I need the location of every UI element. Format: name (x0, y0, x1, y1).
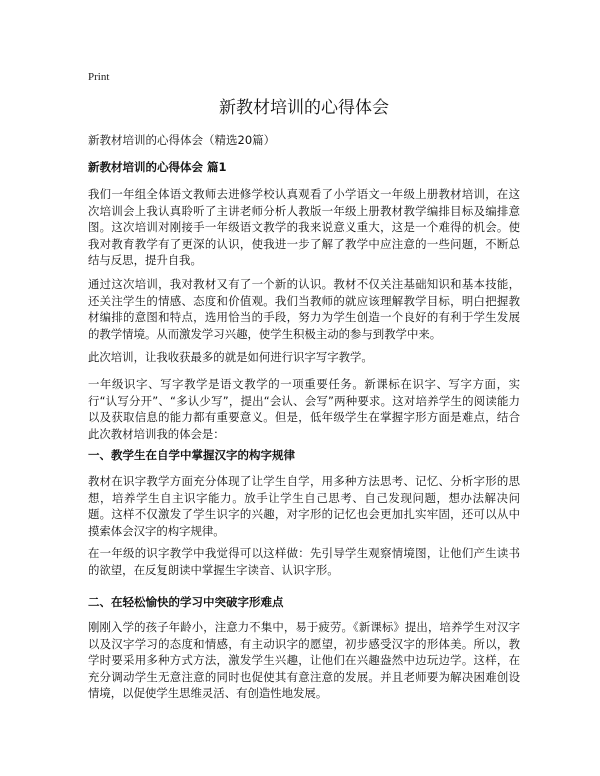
section1-paragraph-1: 教材在识字教学方面充分体现了让学生自学，用多种方法思考、记忆、分析字形的思想，培养学生自主识字能力。放手让学生自己思考、自己发现问题，想办法解决问题。这样不仅激发了学生识字的兴趣，对字形的记忆也会更加扎实牢固，还可以从中摸索体会汉字的构字规律。 (88, 474, 520, 538)
section-heading-2: 二、在轻松愉快的学习中突破字形难点 (88, 595, 284, 609)
section-heading-1: 一、教学生在自学中掌握汉字的构字规律 (88, 448, 295, 462)
page-title: 新教材培训的心得体会 (219, 98, 389, 118)
print-link[interactable]: Print (88, 71, 110, 83)
page-subtitle: 新教材培训的心得体会（精选20篇） (88, 133, 276, 147)
section2-paragraph-1: 刚刚入学的孩子年龄小，注意力不集中，易于疲劳。《新课标》提出，培养学生对汉字以及汉字学习的态度和情感，有主动识字的愿望，初步感受汉字的形体美。所以，教学时要采用多种方式方法，激发学生兴趣，让他们在兴趣盎然中边玩边学。这样，在充分调动学生无意注意的同时也促使其有意注意的发展。并且老师要为解决困难创设情境，以促使学生思维灵活、有创造性地发展。 (88, 620, 520, 700)
paragraph-2: 通过这次培训，我对教材又有了一个新的认识。教材不仅关注基础知识和基本技能，还关注学生的情感、态度和价值观。我们当教师的就应该理解教学目标，明白把握教材编排的意图和特点，选用恰当的手段，努力为学生创造一个良好的有利于学生发展的教学情境。从而激发学习兴趣，使学生积极主动的参与到教学中来。 (88, 277, 520, 341)
paragraph-4: 一年级识字、写字教学是语文教学的一项重要任务。新课标在识字、写字方面，实行“认写分开”、“多认少写”，提出“会认、会写”两种要求。这对培养学生的阅读能力以及获取信息的能力都有重要意义。但是，低年级学生在掌握字形方面是难点，结合此次教材培训我的体会是： (88, 377, 520, 441)
article-heading: 新教材培训的心得体会 篇1 (88, 160, 227, 174)
paragraph-3: 此次培训，让我收获最多的就是如何进行识字写字教学。 (88, 350, 373, 364)
paragraph-1: 我们一年组全体语文教师去进修学校认真观看了小学语文一年级上册教材培训，在这次培训会上我认真聆听了主讲老师分析人教版一年级上册教材教学编排目标及编排意图。这次培训对刚接手一年级语文教学的我来说意义重大，这是一个难得的机会。使我对教育教学有了更深的认识，使我进一步了解了教学中应注意的一些问题，不断总结与反思，提升自我。 (88, 187, 520, 267)
section1-paragraph-2: 在一年级的识字教学中我觉得可以这样做：先引导学生观察情境图，让他们产生读书的欲望，在反复朗读中掌握生字读音、认识字形。 (88, 546, 520, 577)
